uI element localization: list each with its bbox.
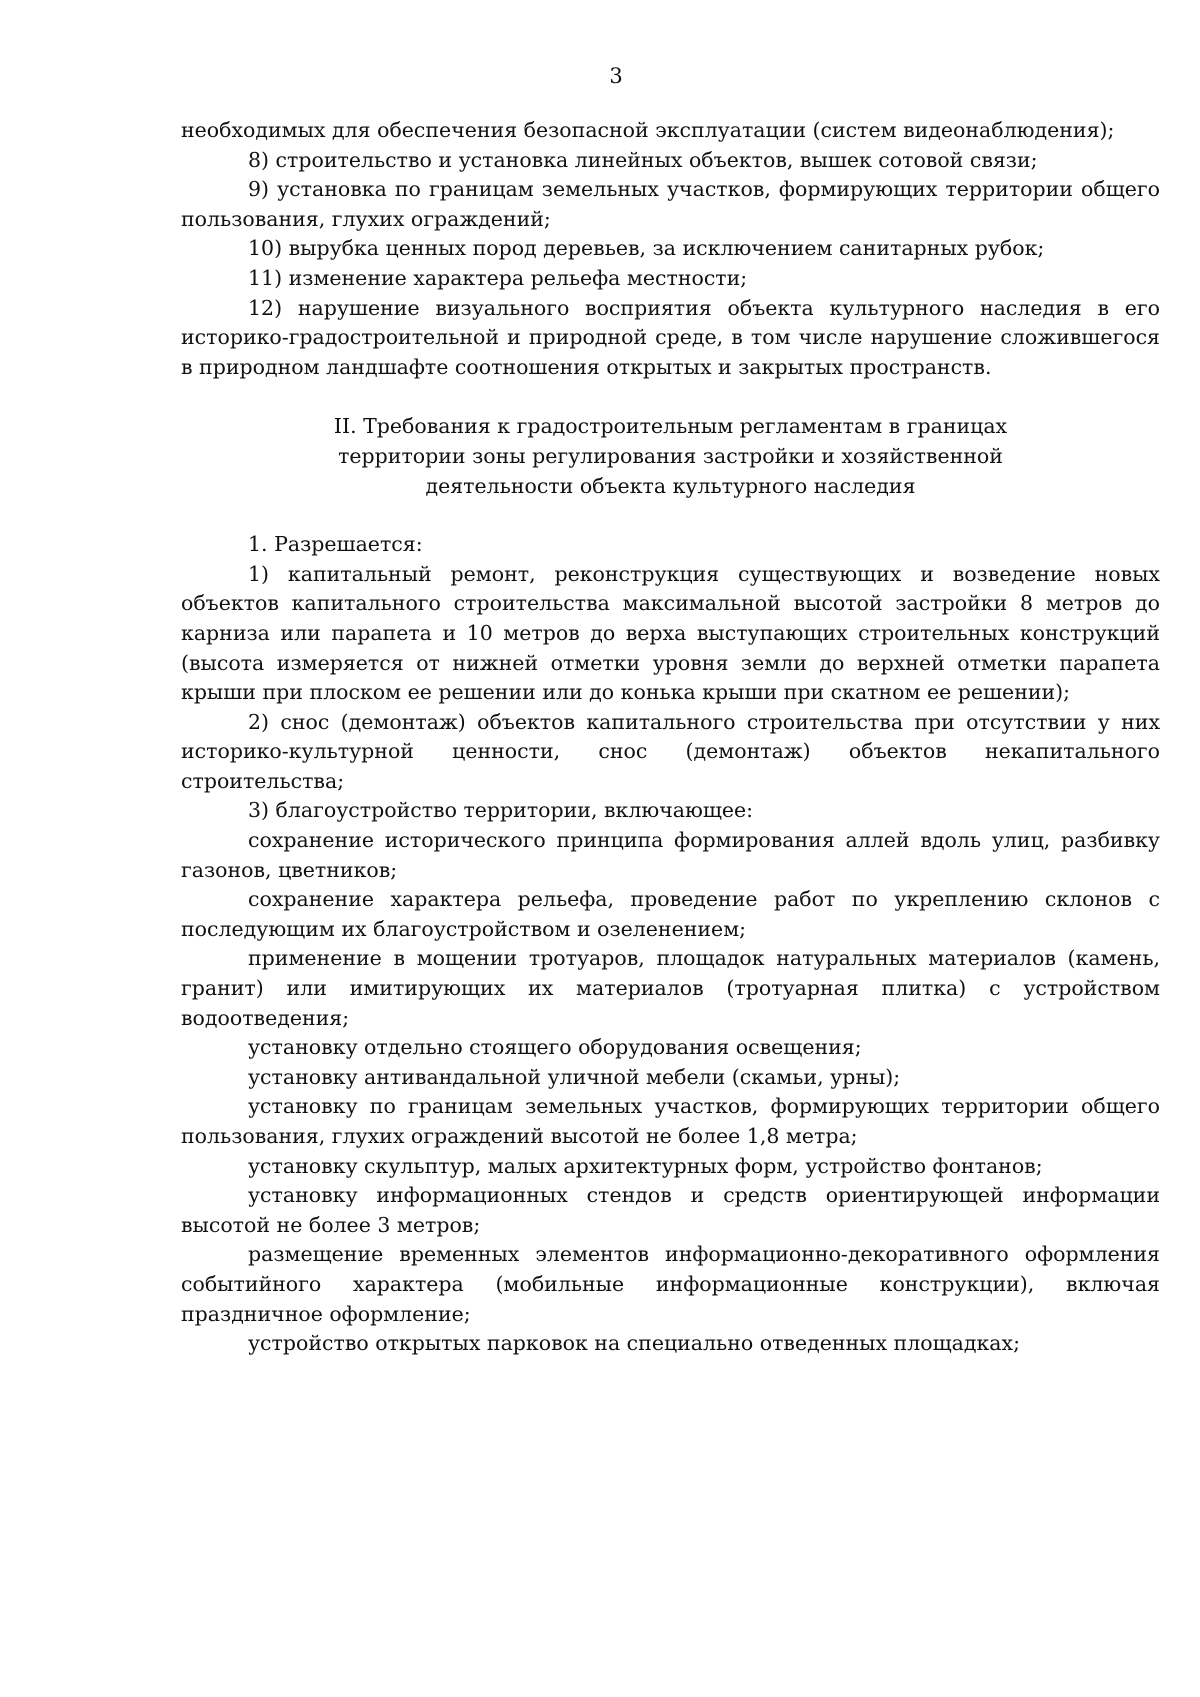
paragraph: установку по границам земельных участков, формирующих территории общего пользования, глухих ограждений высотой не более 1,8 метра;: [181, 1094, 1160, 1148]
paragraph: сохранение исторического принципа формирования аллей вдоль улиц, разбивку газонов, цветников;: [181, 828, 1160, 882]
paragraph: 2) снос (демонтаж) объектов капитального строительства при отсутствии у них историко-культурной ценности, снос (демонтаж) объектов некапитального строительства;: [181, 709, 1160, 793]
paragraph: 3) благоустройство территории, включающее:: [248, 798, 754, 823]
paragraph: установку скульптур, малых архитектурных форм, устройство фонтанов;: [248, 1153, 1043, 1178]
paragraph: установку отдельно стоящего оборудования освещения;: [248, 1035, 862, 1060]
paragraph: установку информационных стендов и средств ориентирующей информации высотой не более 3 метров;: [181, 1183, 1160, 1237]
paragraph: сохранение характера рельефа, проведение работ по укреплению склонов с последующим их благоустройством и озеленением;: [181, 887, 1160, 941]
paragraphs-before-section: [181, 116, 1160, 382]
paragraph: устройство открытых парковок на специально отведенных площадках;: [248, 1331, 1020, 1356]
paragraph: 1. Разрешается:: [248, 532, 423, 557]
paragraph: размещение временных элементов информационно-декоративного оформления событийного характера (мобильные информационные конструкции), включая праздничное оформление;: [181, 1242, 1160, 1326]
paragraph: необходимых для обеспечения безопасной эксплуатации (систем видеонаблюдения);: [181, 118, 1115, 142]
document-body: [181, 116, 1160, 1359]
paragraph: 12) нарушение визуального восприятия объекта культурного наследия в его историко-градостроительной и природной среде, в том числе нарушение сложившегося в природном ландшафте соотношения открытых и закрытых пространств.: [181, 295, 1160, 379]
page-number: 3: [609, 64, 623, 88]
paragraph: 8) строительство и установка линейных объектов, вышек сотовой связи;: [248, 147, 1038, 172]
paragraphs-after-section: [181, 530, 1160, 1359]
paragraph: 9) установка по границам земельных участков, формирующих территории общего пользования, глухих ограждений;: [181, 177, 1160, 231]
paragraph: применение в мощении тротуаров, площадок натуральных материалов (камень, гранит) или имитирующих их материалов (тротуарная плитка) с устройством водоотведения;: [181, 946, 1160, 1030]
paragraph: 11) изменение характера рельефа местности;: [248, 265, 748, 290]
paragraph: 1) капитальный ремонт, реконструкция существующих и возведение новых объектов капитального строительства максимальной высотой застройки 8 метров до карниза или парапета и 10 метров до верха выступающих строительных конструкций (высота измеряется от нижней отметки уровня земли до верхней отметки парапета крыши при плоском ее решении или до конька крыши при скатном ее решении);: [181, 561, 1160, 705]
section-heading: II. Требования к градостроительным регламентам в границах территории зоны регулирования застройки и хозяйственной деятельности объекта культурного наследия: [333, 414, 1008, 498]
paragraph: установку антивандальной уличной мебели (скамьи, урны);: [248, 1064, 901, 1089]
paragraph: 10) вырубка ценных пород деревьев, за исключением санитарных рубок;: [248, 236, 1045, 261]
